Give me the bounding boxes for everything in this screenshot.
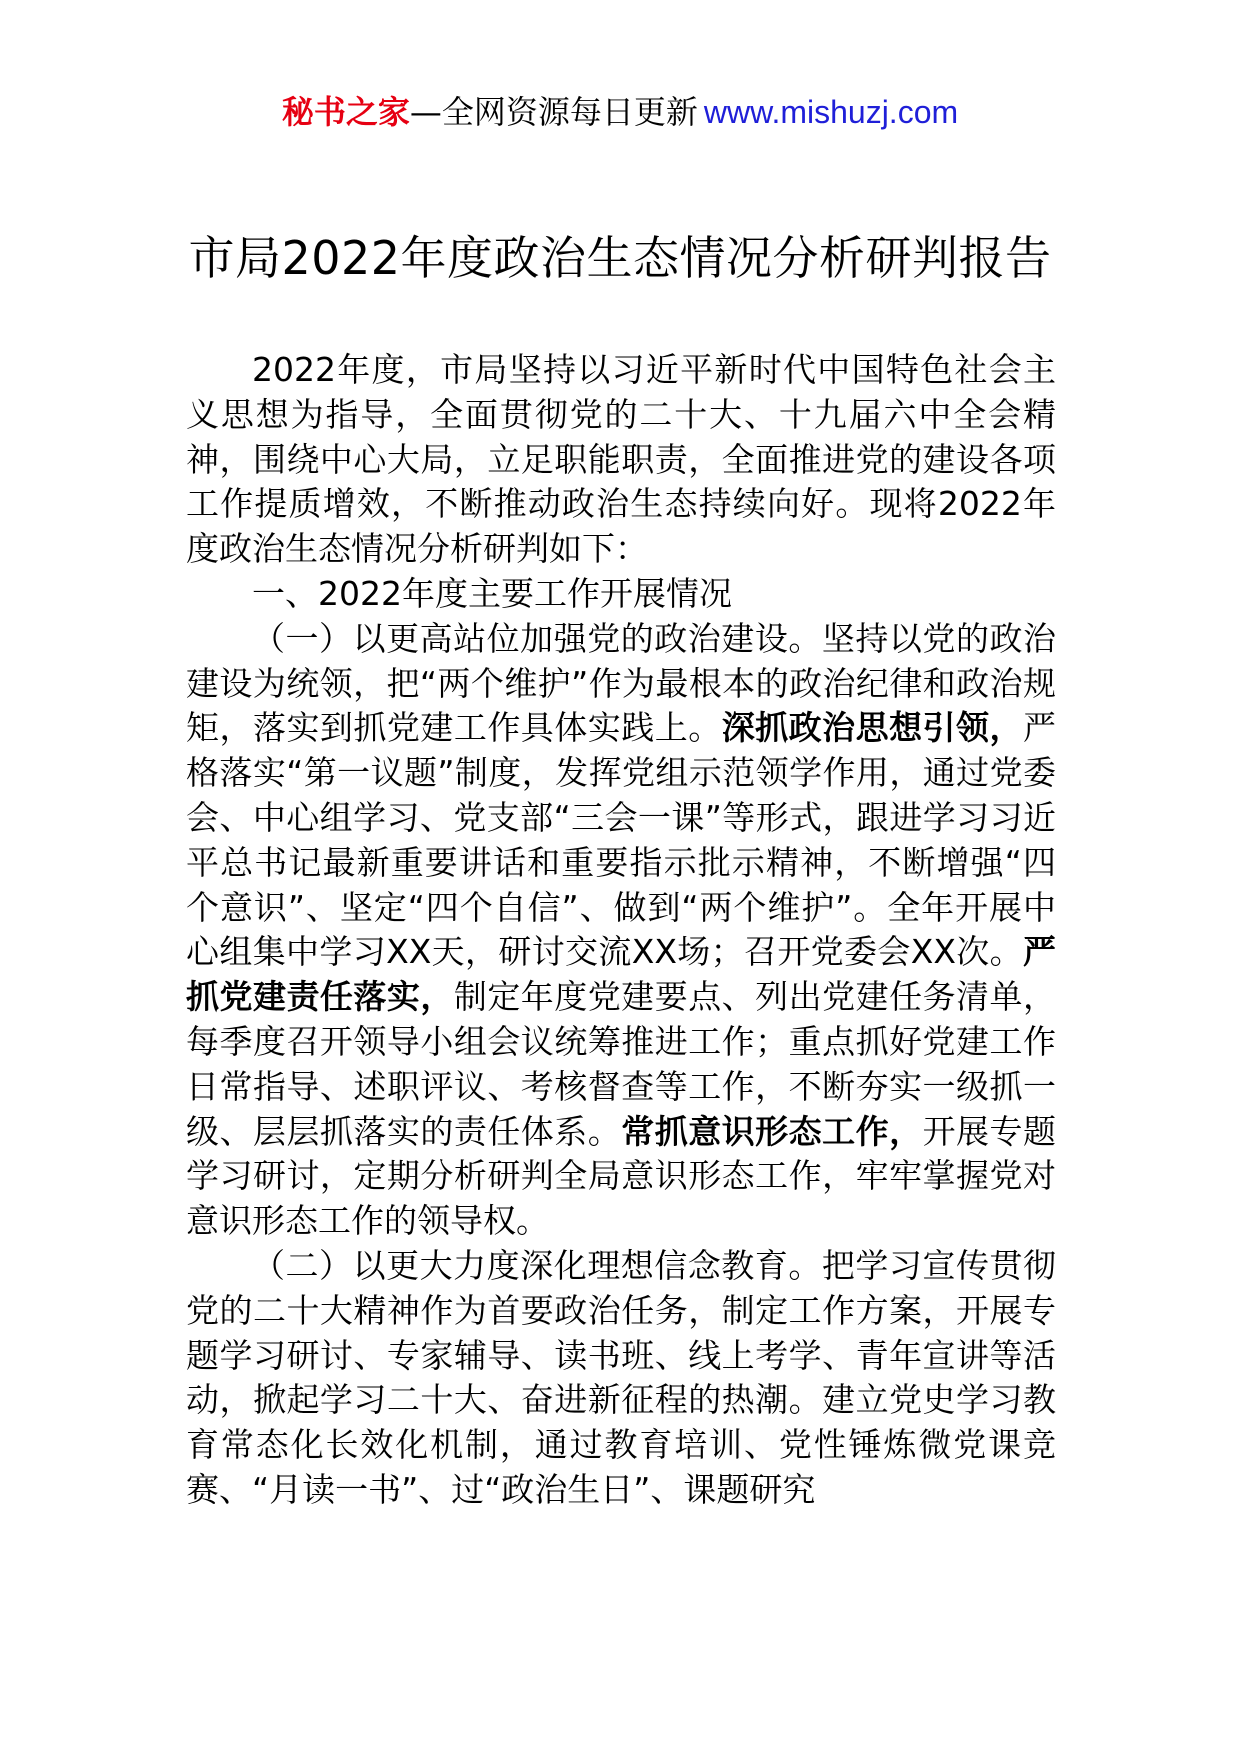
document-title: 市局2022年度政治生态情况分析研判报告 <box>188 231 1052 285</box>
paragraph-text: 严格落实“第一议题”制度，发挥党组示范领学作用，通过党委会、中心组学习、党支部“三会一课”等形式，跟进学习习近平总书记最新重要讲话和重要指示批示精神，不断增强“四个意识”、坚定“四个自信”、做到“两个维护”。全年开展中心组集中学习XX天，研讨交流XX场；召开党委会XX次。 <box>186 708 1057 972</box>
site-url[interactable]: www.mishuzj.com <box>703 94 959 130</box>
bold-keyphrase: 常抓意识形态工作， <box>621 1111 923 1151</box>
bold-keyphrase: 深抓政治思想引领， <box>721 708 1024 748</box>
brand-name: 秘书之家 <box>281 93 410 131</box>
header-slogan: —全网资源每日更新 <box>409 93 698 131</box>
document-body <box>186 348 1056 1513</box>
bold-keyphrase: 严抓党建责任落实， <box>186 932 1056 1017</box>
intro-paragraph: 2022年度，市局坚持以习近平新时代中国特色社会主义思想为指导，全面贯彻党的二十大、十九届六中全会精神，围绕中心大局，立足职能职责，全面推进党的建设各项工作提质增效，不断推动政治生态持续向好。现将2022年度政治生态情况分析研判如下： <box>186 350 1056 569</box>
section-heading: 一、2022年度主要工作开展情况 <box>252 573 732 613</box>
paragraph-ideals-education: （二）以更大力度深化理想信念教育。把学习宣传贯彻党的二十大精神作为首要政治任务，制定工作方案，开展专题学习研讨、专家辅导、读书班、线上考学、青年宣讲等活动，掀起学习二十大、奋进新征程的热潮。建立党史学习教育常态化长效化机制，通过教育培训、党性锤炼微党课竞赛、“月读一书”、过“政治生日”、课题研究 <box>186 1245 1056 1509</box>
paragraph-text: 开展专题学习研讨，定期分析研判全局意识形态工作，牢牢掌握党对意识形态工作的领导权。 <box>186 1111 1057 1241</box>
paragraph-political-building <box>186 617 1056 1244</box>
paragraph-text: 制定年度党建要点、列出党建任务清单，每季度召开领导小组会议统筹推进工作；重点抓好党建工作日常指导、述职评议、考核督查等工作，不断夯实一级抓一级、层层抓落实的责任体系。 <box>186 977 1057 1151</box>
paragraph-text: （一）以更高站位加强党的政治建设。坚持以党的政治建设为统领，把“两个维护”作为最根本的政治纪律和政治规矩，落实到抓党建工作具体实践上。 <box>186 618 1056 748</box>
site-header <box>0 92 1240 132</box>
